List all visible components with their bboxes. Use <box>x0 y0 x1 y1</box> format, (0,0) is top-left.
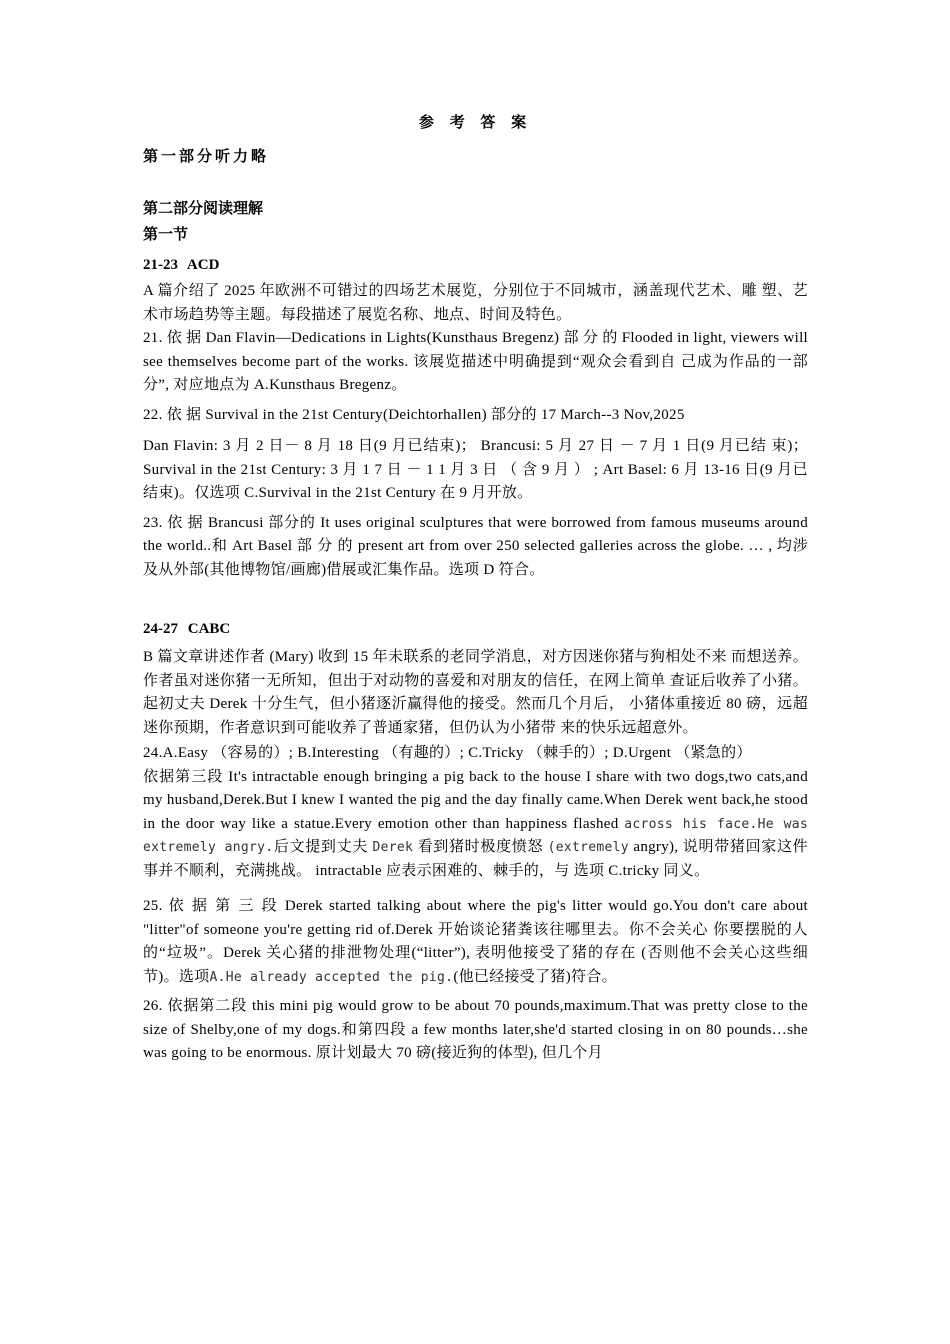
q24-27-answer-heading: 24-27 CABC <box>143 621 231 637</box>
passage-a-summary: A 篇介绍了 2025 年欧洲不可错过的四场艺术展览，分别位于不同城市，涵盖现代艺术、雕 塑、艺术市场趋势等主题。每段描述了展览名称、地点、时间及特色。 <box>143 283 808 323</box>
q24-text-3: 看到猪时极度愤怒 <box>417 839 544 855</box>
q24-quote-3: (extremely <box>547 840 629 855</box>
q23-explanation: 23. 依 据 Brancusi 部分的 It uses original sculptures that were borrowed from famous museums around the world..和 Art Basel 部 分 的 present art from over 250 selected galleries across the globe. … , 均涉及从外部(其他博物馆/画廊)借展或汇集作品。选项 D 符合。 <box>143 514 808 578</box>
q22-explanation-part1: 22. 依 据 Survival in the 21st Century(Deichtorhallen) 部分的 17 March--3 Nov,2025 <box>143 406 685 423</box>
q24-text-4: angry), 说明带猪回家这件事并不顺利，充满挑战。 intractable 应表示困难的、棘手的，与 选项 C.tricky 同义。 <box>143 839 808 879</box>
q26-explanation: 26. 依据第二段 this mini pig would grow to be about 70 pounds,maximum.That was pretty close to the size of Shelby,one of my dogs.和第四段 a few months later,she'd started closing in on 80 pounds…she was going to be enormous. 原计划最大 70 磅(接近狗的体型), 但几个月 <box>143 998 808 1061</box>
q25-text-2: (他已经接受了猪)符合。 <box>453 968 617 985</box>
q21-23-answer-heading: 21-23 ACD <box>143 257 220 273</box>
q24-quote-2: Derek <box>372 840 414 855</box>
q24-explanation <box>143 766 808 884</box>
q24-text-2: 后文提到丈夫 <box>273 839 369 855</box>
q24-text: 依据第三段 It's intractable enough bringing a pig back to the house I share with two dogs,two cats,and my husband,Derek.But I knew I wanted the pig and the day finally came.When Derek went back,he stood in the door way like a statue.Every emotion other than happiness flashed <box>143 768 808 832</box>
q25-quote: A.He already accepted the pig. <box>209 969 454 985</box>
q21-explanation: 21. 依 据 Dan Flavin—Dedications in Lights(Kunsthaus Bregenz) 部 分 的 Flooded in light, viewers will see themselves become part of the works. 该展览描述中明确提到“观众会看到自 己成为作品的一部分”, 对应地点为 A.Kunsthaus Bregenz。 <box>143 330 808 393</box>
section-one-heading: 第一节 <box>143 227 189 243</box>
part-one-heading: 第一部分听力略 <box>143 149 270 165</box>
q24-quote: across his face.He was extremely angry. <box>143 816 809 855</box>
q25-text: 25. 依 据 第 三 段 Derek started talking about where the pig's litter would go.You don't care about "litter"of someone you're getting rid of.Derek 开始谈论猪粪该往哪里去。你不会关心 你要摆脱的人的“垃圾”。Derek 关心猪的排泄物处理(“litter”), 表明他接受了猪的存在 (否则他不会关心这些细节)。选项 <box>143 898 808 985</box>
document-body <box>143 112 808 1072</box>
q24-options: 24.A.Easy （容易的）; B.Interesting （有趣的）; C.Tricky （棘手的）; D.Urgent （紧急的） <box>143 745 752 761</box>
passage-b-summary: B 篇文章讲述作者 (Mary) 收到 15 年未联系的老同学消息，对方因迷你猪与狗相处不来 而想送养。作者虽对迷你猪一无所知，但出于对动物的喜爱和对朋友的信任，在网上简单 查证后收养了小猪。起初丈夫 Derek 十分生气，但小猪逐沂赢得他的接受。然而几个月后， 小猪体重接近 80 磅，远超迷你预期，作者意识到可能收养了普通家猪，但仍认为小猪带 来的快乐远超意外。 <box>143 649 808 736</box>
part-two-heading: 第二部分阅读理解 <box>143 201 264 217</box>
q22-explanation-part2: Dan Flavin: 3 月 2 日－ 8 月 18 日(9 月已结束)； Brancusi: 5 月 27 日 － 7 月 1 日(9 月已结 束)； Survival in the 21st Century: 3 月 1 7 日 － 1 1 月 3 日 （ 含 9 月 ） ; Art Basel: 6 月 13-16 日(9 月已结束)。仅选项 C.Survival in the 21st Century 在 9 月开放。 <box>143 438 808 501</box>
q25-explanation <box>143 895 808 989</box>
page-title: 参 考 答 案 <box>418 115 533 131</box>
